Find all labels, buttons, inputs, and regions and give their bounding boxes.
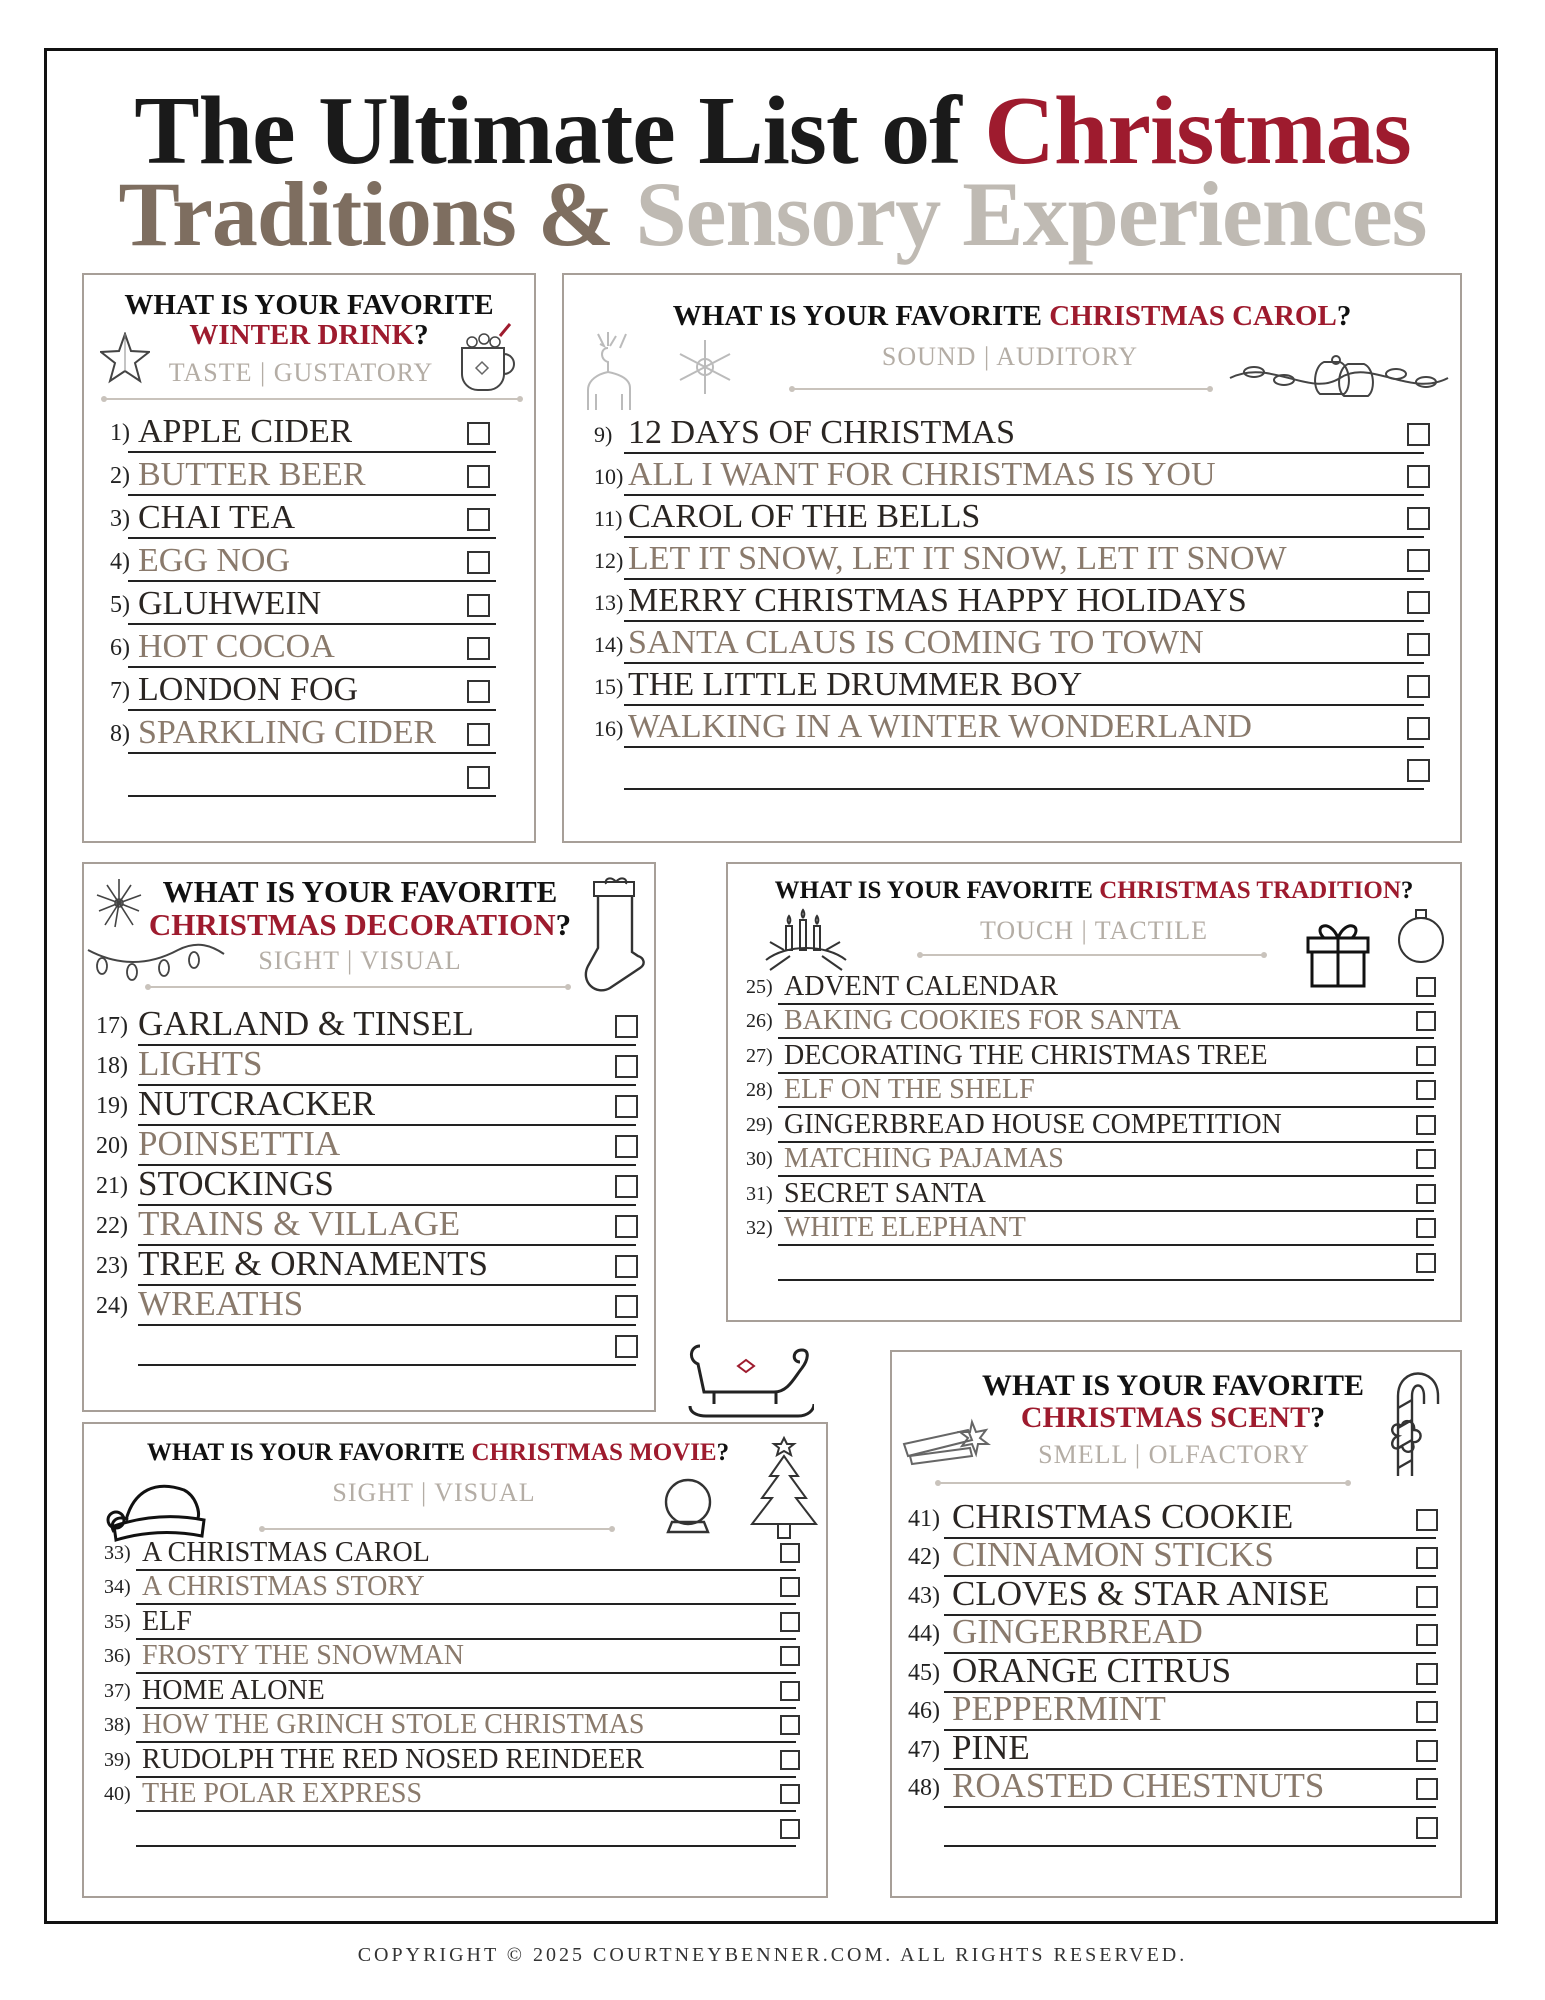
list-item [908,1808,1438,1847]
item-number: 38) [104,1714,131,1736]
item-number: 18) [96,1053,128,1079]
item-label: NUTCRACKER [138,1084,376,1123]
checkbox[interactable] [615,1335,638,1358]
list-item [96,1326,638,1366]
checkbox[interactable] [615,1135,638,1158]
checkbox[interactable] [1407,675,1430,698]
list-item [96,1286,638,1326]
item-label: THE POLAR EXPRESS [142,1778,423,1809]
checkbox[interactable] [1407,591,1430,614]
checkbox[interactable] [1416,1817,1438,1839]
item-label: SECRET SANTA [784,1177,986,1209]
list-item [104,1743,800,1778]
checkbox[interactable] [467,465,490,488]
checkbox[interactable] [1416,1046,1436,1066]
checkbox[interactable] [1407,759,1430,782]
divider-rule [104,398,520,400]
item-number: 20) [96,1133,128,1159]
item-label: ELF [142,1605,192,1637]
title-text-a: The Ultimate List of [134,77,985,185]
checkbox[interactable] [615,1055,638,1078]
list-item [96,1006,638,1046]
item-number: 13) [594,590,624,615]
item-label: PEPPERMINT [952,1689,1166,1728]
divider-rule [920,954,1264,956]
item-number: 19) [96,1093,128,1119]
list-item [96,1206,638,1246]
item-label: DECORATING THE CHRISTMAS TREE [784,1039,1268,1071]
checkbox[interactable] [467,422,490,445]
list-item [594,706,1430,748]
checkbox[interactable] [780,1543,800,1563]
item-number: 7) [110,678,130,704]
item-number: 2) [110,463,130,489]
item-number: 6) [110,635,130,661]
item-number: 12) [594,548,624,573]
item-label: CAROL OF THE BELLS [628,498,981,535]
advent-candles-icon [764,906,848,976]
item-number: 8) [110,721,130,747]
item-label: ALL I WANT FOR CHRISTMAS IS YOU [628,456,1216,493]
item-number: 45) [908,1659,940,1686]
question-mark: ? [1310,1400,1326,1434]
checkbox[interactable] [615,1215,638,1238]
question-christmas-tradition [726,878,1462,904]
sense-label-taste: TASTE | GUSTATORY [168,358,434,387]
write-in-line [128,795,496,797]
holly-bells-garland-icon [1226,350,1452,406]
list-item [594,496,1430,538]
item-number: 22) [96,1213,128,1239]
item-label: TREE & ORNAMENTS [138,1244,488,1283]
checkbox[interactable] [467,594,490,617]
item-label: RUDOLPH THE RED NOSED REINDEER [142,1743,644,1775]
item-label: HOW THE GRINCH STOLE CHRISTMAS [142,1709,645,1740]
item-label: LIGHTS [138,1044,263,1083]
item-label: GINGERBREAD [952,1612,1203,1651]
divider-rule [148,986,568,988]
checkbox[interactable] [615,1295,638,1318]
list-item [110,754,490,797]
checkbox[interactable] [1416,1115,1436,1135]
item-label: CINNAMON STICKS [952,1535,1274,1574]
list-item [104,1605,800,1640]
title-text-christmas: Christmas [984,77,1411,185]
item-number: 35) [104,1610,131,1633]
list-item [104,1812,800,1847]
item-number: 31) [746,1182,773,1205]
write-in-line [136,1845,796,1847]
item-label: LET IT SNOW, LET IT SNOW, LET IT SNOW [628,540,1287,577]
item-label: WALKING IN A WINTER WONDERLAND [628,708,1252,745]
checkbox[interactable] [1416,1080,1436,1100]
checkbox[interactable] [1407,423,1430,446]
checkbox[interactable] [780,1646,800,1666]
item-label: PINE [952,1727,1030,1767]
checkbox[interactable] [615,1015,638,1038]
checkbox[interactable] [1407,507,1430,530]
item-label: MATCHING PAJAMAS [784,1143,1064,1174]
list-item [908,1689,1438,1732]
list-item [746,1074,1436,1109]
sense-label-sight: SIGHT | VISUAL [332,1478,536,1507]
checkbox[interactable] [467,680,490,703]
item-label: CLOVES & STAR ANISE [952,1573,1330,1613]
item-number: 37) [104,1679,131,1702]
item-number: 36) [104,1645,131,1667]
item-label: MERRY CHRISTMAS HAPPY HOLIDAYS [628,582,1247,619]
item-number: 26) [746,1010,773,1032]
checkbox[interactable] [467,766,490,789]
write-in-line [138,1364,636,1366]
item-label: A CHRISTMAS STORY [142,1571,425,1602]
item-label: ORANGE CITRUS [952,1650,1232,1690]
item-number: 46) [908,1698,940,1724]
item-label: TRAINS & VILLAGE [138,1204,461,1243]
item-number: 41) [908,1505,940,1532]
checkbox[interactable] [780,1612,800,1632]
list-item [746,1177,1436,1212]
sense-label-sight: SIGHT | VISUAL [258,946,462,975]
list-item [96,1166,638,1206]
list-item [104,1778,800,1813]
item-label: A CHRISTMAS CAROL [142,1536,430,1568]
list-item [746,1212,1436,1247]
item-label: STOCKINGS [138,1164,334,1203]
item-number: 5) [110,592,130,618]
checkbox[interactable] [467,508,490,531]
question-christmas-decoration [120,876,600,941]
question-line1: WHAT IS YOUR FAVORITE [672,300,1050,332]
checkbox[interactable] [1416,1218,1436,1238]
list-item [104,1640,800,1675]
checkbox[interactable] [467,551,490,574]
checkbox[interactable] [615,1175,638,1198]
item-number: 11) [594,506,623,531]
list-item [110,668,490,711]
item-number: 10) [594,464,624,489]
title-text-traditions: Traditions [118,163,516,265]
item-number: 40) [104,1783,131,1805]
question-mark: ? [414,319,429,352]
stocking-icon [580,876,652,994]
item-label: CHRISTMAS COOKIE [952,1496,1294,1536]
item-label: WREATHS [138,1284,304,1323]
list-item [110,496,490,539]
item-number: 16) [594,716,624,741]
title-text-ampersand: & [515,163,636,265]
item-number: 25) [746,975,773,998]
checkbox[interactable] [1407,465,1430,488]
question-mark: ? [1400,877,1414,904]
question-highlight: CHRISTMAS DECORATION [148,906,556,942]
snow-globe-icon [658,1476,718,1542]
list-item [104,1674,800,1709]
item-number: 21) [96,1173,128,1199]
checkbox[interactable] [780,1715,800,1735]
item-label: GLUHWEIN [138,585,322,622]
item-number: 28) [746,1079,773,1101]
list-item [594,580,1430,622]
list-item [746,970,1436,1005]
checkbox[interactable] [1416,1253,1436,1273]
item-number: 48) [908,1775,940,1801]
checkbox[interactable] [1407,633,1430,656]
question-christmas-carol [562,301,1462,331]
item-number: 30) [746,1148,773,1170]
checkbox[interactable] [1416,1663,1438,1685]
item-number: 1) [110,420,130,446]
item-label: POINSETTIA [138,1124,341,1163]
question-christmas-scent [940,1370,1406,1433]
list-item [746,1039,1436,1074]
question-line1: WHAT IS YOUR FAVORITE [982,1369,1364,1402]
hot-cocoa-mug-icon [454,320,522,392]
checkbox[interactable] [1416,1509,1438,1531]
item-label: HOME ALONE [142,1674,325,1706]
list-item [96,1246,638,1286]
item-label: GARLAND & TINSEL [138,1004,474,1043]
item-label: GINGERBREAD HOUSE COMPETITION [784,1108,1282,1140]
divider-rule [262,1528,612,1530]
star-icon [100,332,150,384]
item-label: BAKING COOKIES FOR SANTA [784,1005,1181,1036]
write-in-line [944,1845,1436,1847]
cinnamon-star-anise-icon [900,1412,996,1470]
item-number: 47) [908,1736,940,1763]
checkbox[interactable] [1416,1740,1438,1762]
list-item [908,1766,1438,1809]
list-item [110,410,490,453]
checkbox[interactable] [1416,1624,1438,1646]
item-label: HOT COCOA [138,628,335,665]
list-item [110,711,490,754]
checkbox[interactable] [1416,1184,1436,1204]
item-label: ADVENT CALENDAR [784,970,1059,1002]
item-label: LONDON FOG [138,671,359,708]
question-line1: WHAT IS YOUR FAVORITE [124,289,494,321]
list-item [96,1086,638,1126]
item-number: 23) [96,1253,128,1279]
sense-label-sound: SOUND | AUDITORY [881,342,1139,371]
checkbox[interactable] [1407,549,1430,572]
candy-cane-icon [1386,1368,1446,1482]
list-item [908,1496,1438,1539]
divider-rule [792,388,1210,390]
item-number: 9) [594,422,613,447]
list-item [594,664,1430,706]
question-line1: WHAT IS YOUR FAVORITE [162,874,558,909]
list-item [908,1612,1438,1655]
item-number: 43) [908,1582,940,1609]
checkbox[interactable] [1416,977,1436,997]
checkbox[interactable] [1407,717,1430,740]
item-label: BUTTER BEER [138,456,366,493]
list-item [96,1126,638,1166]
checkbox[interactable] [1416,1011,1436,1031]
sleigh-icon [686,1336,814,1420]
write-in-line [624,788,1424,790]
list-item [96,1046,638,1086]
question-highlight: CHRISTMAS MOVIE [471,1439,717,1466]
item-number: 44) [908,1621,940,1647]
item-label: ELF ON THE SHELF [784,1074,1035,1105]
item-label: ROASTED CHESTNUTS [952,1766,1325,1805]
item-label: THE LITTLE DRUMMER BOY [628,666,1083,703]
reindeer-icon [578,330,648,414]
list-item [908,1573,1438,1616]
question-line1: WHAT IS YOUR FAVORITE [146,1439,472,1466]
item-number: 39) [104,1748,131,1771]
item-number: 29) [746,1113,773,1136]
checkbox[interactable] [1416,1586,1438,1608]
checkbox[interactable] [780,1577,800,1597]
list-item [594,538,1430,580]
list-item [104,1709,800,1744]
checkbox[interactable] [1416,1701,1438,1723]
list-item [594,412,1430,454]
snowflake-icon [672,336,738,398]
item-label: CHAI TEA [138,499,296,536]
item-number: 24) [96,1293,128,1319]
checkbox[interactable] [615,1255,638,1278]
checkbox[interactable] [1416,1778,1438,1800]
list-item [110,625,490,668]
ornament-icon [1396,906,1446,966]
item-label: EGG NOG [138,542,291,579]
christmas-tree-icon [744,1434,824,1548]
item-label: FROSTY THE SNOWMAN [142,1640,465,1671]
list-item [594,622,1430,664]
item-number: 17) [96,1013,128,1039]
checkbox[interactable] [780,1750,800,1770]
question-highlight: WINTER DRINK [189,319,415,352]
question-highlight: CHRISTMAS SCENT [1020,1400,1311,1434]
write-in-line [778,1279,1434,1281]
list-item [746,1108,1436,1143]
item-number: 15) [594,674,624,699]
item-number: 34) [104,1576,131,1598]
list-item [110,453,490,496]
divider-rule [938,1482,1348,1484]
checkbox[interactable] [1416,1149,1436,1169]
item-label: WHITE ELEPHANT [784,1212,1026,1243]
checkbox[interactable] [780,1681,800,1701]
checkbox[interactable] [780,1819,800,1839]
list-item [908,1535,1438,1578]
checkbox[interactable] [467,637,490,660]
sense-label-smell: SMELL | OLFACTORY [1038,1440,1310,1469]
list-item [104,1536,800,1571]
question-highlight: CHRISTMAS CAROL [1049,300,1337,332]
checkbox[interactable] [615,1095,638,1118]
list-item [594,748,1430,790]
item-number: 14) [594,632,624,657]
checkbox[interactable] [1416,1547,1438,1569]
checkbox[interactable] [467,723,490,746]
item-number: 3) [110,506,130,532]
title-text-sensory: Sensory Experiences [635,163,1427,265]
item-number: 42) [908,1544,940,1570]
question-line1: WHAT IS YOUR FAVORITE [774,877,1100,904]
item-label: 12 DAYS OF CHRISTMAS [628,414,1016,451]
question-mark: ? [555,906,572,942]
list-item [110,539,490,582]
question-mark: ? [716,1439,730,1466]
item-number: 33) [104,1541,131,1564]
item-label: SANTA CLAUS IS COMING TO TOWN [628,624,1204,661]
list-item [110,582,490,625]
list-item [908,1650,1438,1693]
question-christmas-movie [82,1440,794,1466]
item-number: 32) [746,1217,773,1239]
list-item [104,1571,800,1606]
page-title-line2 [0,163,1545,265]
list-item [594,454,1430,496]
sense-label-touch: TOUCH | TACTILE [979,916,1209,945]
poinsettia-icon [90,876,148,930]
question-highlight: CHRISTMAS TRADITION [1099,877,1401,904]
copyright-footer: COPYRIGHT © 2025 COURTNEYBENNER.COM. ALL RIGHTS RESERVED. [357,1944,1188,1966]
string-lights-icon [86,942,226,982]
question-mark: ? [1336,300,1352,332]
list-item [746,1005,1436,1040]
list-item [746,1246,1436,1281]
item-label: APPLE CIDER [138,413,353,450]
checkbox[interactable] [780,1784,800,1804]
list-item [908,1727,1438,1770]
item-number: 27) [746,1044,773,1067]
list-item [746,1143,1436,1178]
item-label: SPARKLING CIDER [138,714,437,751]
item-number: 4) [110,549,130,575]
